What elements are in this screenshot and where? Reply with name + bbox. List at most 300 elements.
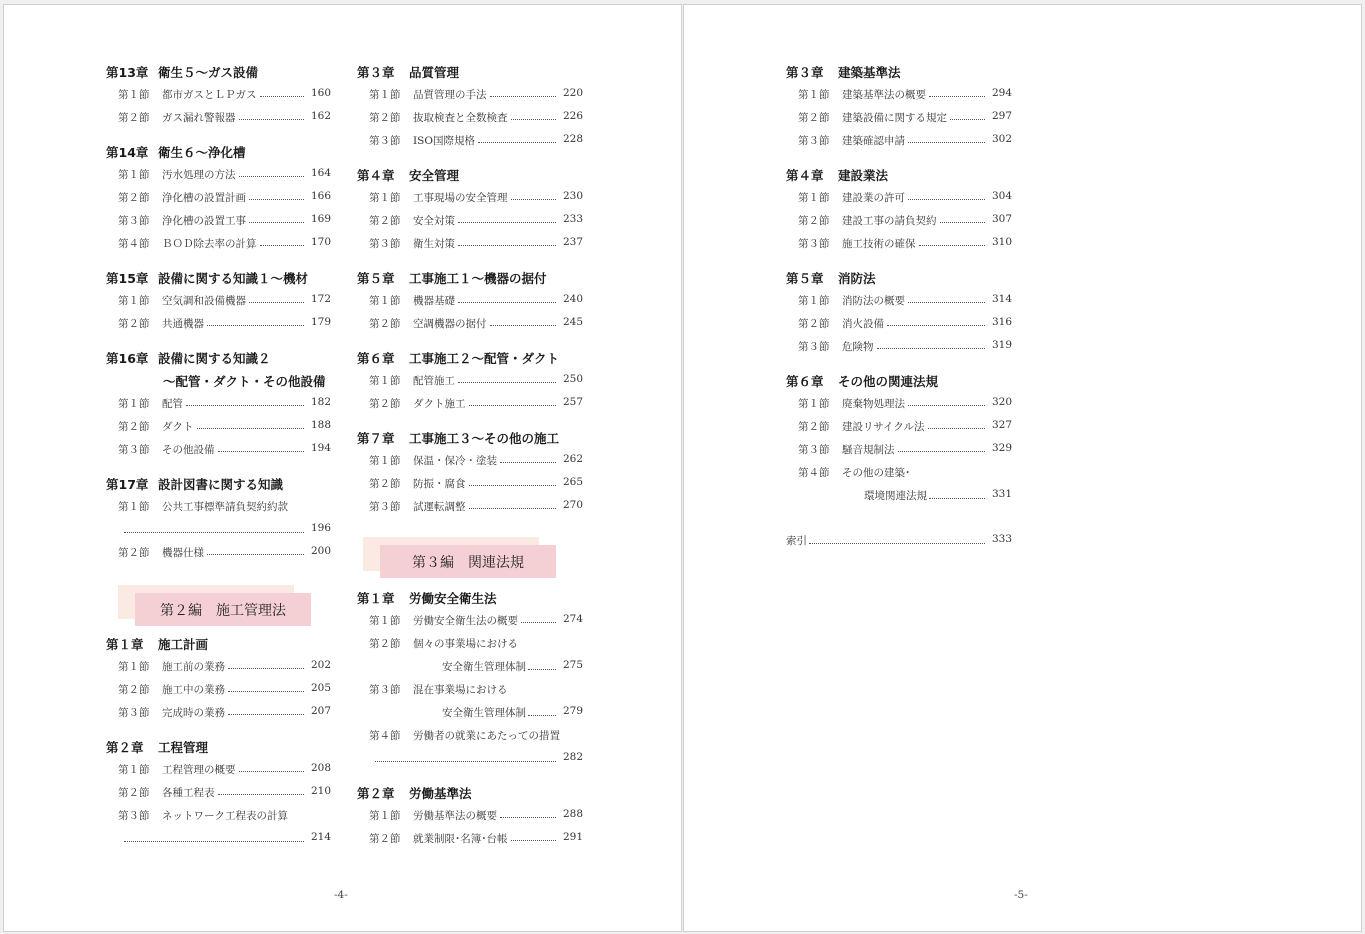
section-title: ガス漏れ警報器 (162, 112, 236, 124)
toc-entry-continued[interactable] (122, 831, 331, 847)
section-number: 第３節 (118, 810, 150, 822)
section-number: 第１節 (798, 89, 830, 101)
chapter-number: 第２章 (106, 740, 144, 755)
chapter-title: 設備に関する知識２ (158, 351, 271, 366)
toc-entry[interactable] (118, 213, 331, 229)
section-title: 汚水処理の方法 (162, 169, 236, 181)
section-title: ＢＯＤ除去率の計算 (162, 238, 257, 250)
page-ref: 331 (991, 488, 1012, 500)
page-ref: 169 (310, 213, 331, 225)
chapter-heading (786, 372, 938, 390)
leader-dots (929, 488, 985, 499)
page-ref: 237 (562, 236, 583, 248)
chapter-number: 第３章 (786, 65, 824, 80)
toc-entry[interactable] (798, 87, 1012, 103)
chapter-heading (106, 738, 208, 756)
page-ref: 319 (991, 339, 1012, 351)
page-ref: 245 (562, 316, 583, 328)
page-ref: 320 (991, 396, 1012, 408)
toc-entry[interactable] (798, 396, 1012, 412)
toc-entry[interactable] (369, 613, 583, 629)
leader-dots (950, 110, 985, 120)
page-ref: 329 (991, 442, 1012, 454)
chapter-heading (106, 63, 258, 81)
section-number: 第１節 (118, 501, 150, 513)
leader-dots (469, 396, 557, 406)
toc-entry[interactable] (798, 190, 1012, 206)
section-title: 労働安全衛生法の概要 (413, 615, 518, 627)
section-number: 第１節 (118, 764, 150, 776)
section-number: 第４節 (118, 238, 150, 250)
leader-dots (228, 659, 304, 669)
section-number: 第３節 (369, 501, 401, 513)
toc-entry[interactable] (118, 545, 331, 561)
chapter-heading (357, 166, 459, 184)
leader-dots (469, 476, 557, 486)
chapter-title: 建築基準法 (838, 65, 901, 80)
chapter-title: 建設業法 (838, 168, 889, 183)
chapter-title: 衛生５～ガス設備 (158, 65, 259, 80)
toc-entry[interactable] (798, 316, 1012, 332)
page-ref: 288 (562, 808, 583, 820)
left-page (3, 4, 682, 932)
section-title: 空気調和設備機器 (162, 295, 246, 307)
leader-dots (887, 316, 985, 326)
toc-entry[interactable] (369, 499, 583, 515)
page-ref: 166 (310, 190, 331, 202)
leader-dots (124, 831, 304, 842)
leader-dots (469, 499, 557, 509)
section-title: 機器仕様 (162, 547, 204, 559)
toc-entry[interactable] (369, 190, 583, 206)
section-number: 第２節 (118, 684, 150, 696)
section-title: 試運転調整 (413, 501, 466, 513)
leader-dots (928, 419, 985, 429)
toc-entry[interactable] (369, 682, 583, 698)
leader-dots (218, 785, 305, 795)
page-ref: 233 (562, 213, 583, 225)
page-ref: 202 (310, 659, 331, 671)
toc-entry[interactable] (118, 499, 331, 515)
section-number: 第２節 (369, 638, 401, 650)
toc-entry[interactable] (118, 316, 331, 332)
section-number: 第２節 (369, 833, 401, 845)
toc-entry[interactable] (798, 339, 1012, 355)
toc-entry[interactable] (798, 442, 1012, 458)
toc-entry[interactable] (118, 236, 331, 252)
page-ref: 160 (310, 87, 331, 99)
section-title: 防振・腐食 (413, 478, 466, 490)
page-ref: 226 (562, 110, 583, 122)
chapter-title: 設備に関する知識１～機材 (158, 271, 309, 286)
leader-dots (511, 831, 557, 841)
toc-entry[interactable] (118, 190, 331, 206)
section-title: 各種工程表 (162, 787, 215, 799)
toc-entry-continued[interactable] (373, 751, 583, 767)
section-title: 浄化槽の設置計画 (162, 192, 246, 204)
toc-entry[interactable] (798, 110, 1012, 126)
section-title: 危険物 (842, 341, 874, 353)
section-title: 配管 (162, 398, 183, 410)
leader-dots (490, 316, 557, 326)
section-title: 建築基準法の概要 (842, 89, 926, 101)
section-number: 第１節 (798, 398, 830, 410)
chapter-heading (106, 143, 246, 161)
section-title-continued: 環境関連法規 (864, 490, 927, 502)
toc-entry[interactable] (369, 636, 583, 652)
toc-entry-continued[interactable] (864, 488, 1012, 504)
section-title: 共通機器 (162, 318, 204, 330)
section-number: 第１節 (369, 375, 401, 387)
section-number: 第３節 (369, 238, 401, 250)
toc-entry[interactable] (369, 133, 583, 149)
section-title: 安全対策 (413, 215, 455, 227)
toc-entry[interactable] (369, 396, 583, 412)
section-title: ISO国際規格 (413, 135, 475, 147)
leader-dots (124, 522, 304, 533)
leader-dots (528, 705, 556, 716)
chapter-heading (357, 784, 472, 802)
page-ref: 200 (310, 545, 331, 557)
toc-entry[interactable] (798, 465, 1012, 481)
chapter-title: 衛生６～浄化槽 (158, 145, 246, 160)
page-ref: 188 (310, 419, 331, 431)
chapter-number: 第２章 (357, 786, 395, 801)
section-number: 第２節 (118, 192, 150, 204)
leader-dots (458, 373, 556, 383)
page-ref: 220 (562, 87, 583, 99)
page-ref: 307 (991, 213, 1012, 225)
toc-entry[interactable] (369, 110, 583, 126)
section-number: 第２節 (798, 112, 830, 124)
page-ref: 214 (310, 831, 331, 843)
leader-dots (239, 167, 305, 177)
index-entry[interactable] (786, 533, 1012, 549)
section-title: 施工技術の確保 (842, 238, 916, 250)
toc-entry[interactable] (118, 110, 331, 126)
toc-entry[interactable] (369, 808, 583, 824)
toc-entry[interactable] (118, 808, 331, 824)
toc-entry[interactable] (118, 396, 331, 412)
leader-dots (207, 316, 304, 326)
section-title: 浄化槽の設置工事 (162, 215, 246, 227)
page-ref: 179 (310, 316, 331, 328)
leader-dots (908, 293, 985, 303)
leader-dots (249, 293, 304, 303)
section-number: 第１節 (798, 295, 830, 307)
page-ref: 240 (562, 293, 583, 305)
section-number: 第２節 (118, 421, 150, 433)
chapter-title: 労働基準法 (409, 786, 472, 801)
section-title: 衛生対策 (413, 238, 455, 250)
chapter-title: その他の関連法規 (838, 374, 939, 389)
toc-entry[interactable] (118, 659, 331, 675)
section-title: その他の建築･ (842, 467, 911, 479)
section-number: 第１節 (798, 192, 830, 204)
toc-entry[interactable] (118, 167, 331, 183)
section-title: 建設業の許可 (842, 192, 905, 204)
section-number: 第３節 (369, 684, 401, 696)
section-number: 第１節 (118, 295, 150, 307)
page-ref: 314 (991, 293, 1012, 305)
chapter-title: 労働安全衛生法 (409, 591, 497, 606)
section-title: 空調機器の据付 (413, 318, 487, 330)
leader-dots (908, 396, 985, 406)
toc-entry[interactable] (369, 453, 583, 469)
toc-entry[interactable] (118, 87, 331, 103)
section-title: 建築確認申請 (842, 135, 905, 147)
leader-dots (458, 213, 556, 223)
section-number: 第３節 (369, 135, 401, 147)
section-title: 建設工事の請負契約 (842, 215, 937, 227)
chapter-heading (357, 429, 559, 447)
section-number: 第１節 (118, 89, 150, 101)
chapter-title: 施工計画 (158, 637, 209, 652)
section-number: 第２節 (798, 421, 830, 433)
section-title: 工事現場の安全管理 (413, 192, 508, 204)
leader-dots (521, 613, 556, 623)
leader-dots (458, 236, 556, 246)
page-ref: 257 (562, 396, 583, 408)
chapter-title: 消防法 (838, 271, 876, 286)
chapter-heading (786, 166, 888, 184)
leader-dots (375, 751, 556, 762)
section-title: 建築設備に関する規定 (842, 112, 947, 124)
chapter-title: 工程管理 (158, 740, 209, 755)
page-ref: 170 (310, 236, 331, 248)
leader-dots (228, 682, 304, 692)
leader-dots (908, 133, 985, 143)
toc-entry[interactable] (798, 133, 1012, 149)
page-ref: 279 (562, 705, 583, 717)
page-ref: 194 (310, 442, 331, 454)
chapter-title: 工事施工２～配管・ダクト (409, 351, 560, 366)
chapter-heading (106, 269, 308, 287)
leader-dots (249, 213, 304, 223)
page-ref: 304 (991, 190, 1012, 202)
leader-dots (249, 190, 304, 200)
page-ref: 302 (991, 133, 1012, 145)
chapter-number: 第１章 (357, 591, 395, 606)
section-title: 消防法の概要 (842, 295, 905, 307)
toc-entry[interactable] (369, 236, 583, 252)
section-number: 第２節 (369, 318, 401, 330)
toc-entry[interactable] (118, 419, 331, 435)
toc-entry[interactable] (369, 728, 583, 744)
page-ref: 265 (562, 476, 583, 488)
chapter-number: 第４章 (786, 168, 824, 183)
part-title: 第２編 施工管理法 (135, 593, 311, 626)
toc-entry[interactable] (798, 236, 1012, 252)
page-ref: 275 (562, 659, 583, 671)
chapter-heading (357, 63, 459, 81)
section-title: 労働者の就業にあたっての措置 (413, 730, 560, 742)
chapter-number: 第７章 (357, 431, 395, 446)
section-number: 第３節 (118, 215, 150, 227)
page-ref: 291 (562, 831, 583, 843)
section-title: 就業制限･名簿･台帳 (413, 833, 508, 845)
page-ref: 196 (310, 522, 331, 534)
section-number: 第２節 (798, 318, 830, 330)
page-ref: 230 (562, 190, 583, 202)
section-number: 第１節 (369, 810, 401, 822)
leader-dots (528, 659, 556, 670)
toc-entry[interactable] (798, 419, 1012, 435)
toc-entry-continued[interactable] (442, 705, 583, 721)
section-number: 第２節 (369, 112, 401, 124)
leader-dots (478, 133, 556, 143)
section-title: 騒音規制法 (842, 444, 895, 456)
toc-entry[interactable] (798, 213, 1012, 229)
leader-dots (898, 442, 986, 452)
section-title: ダクト (162, 421, 194, 433)
section-number: 第１節 (369, 615, 401, 627)
chapter-title: 工事施工１～機器の据付 (409, 271, 547, 286)
page-ref: 250 (562, 373, 583, 385)
chapter-number: 第１章 (106, 637, 144, 652)
leader-dots (239, 762, 305, 772)
leader-dots (877, 339, 986, 349)
leader-dots (809, 533, 985, 544)
toc-entry[interactable] (369, 316, 583, 332)
chapter-title: 工事施工３～その他の施工 (409, 431, 560, 446)
section-title: 完成時の業務 (162, 707, 225, 719)
leader-dots (207, 545, 304, 555)
chapter-number: 第５章 (357, 271, 395, 286)
section-number: 第１節 (118, 169, 150, 181)
chapter-title: 安全管理 (409, 168, 460, 183)
index-title: 索引 (786, 535, 807, 547)
section-number: 第２節 (369, 478, 401, 490)
section-number: 第２節 (118, 787, 150, 799)
leader-dots (260, 87, 305, 97)
page-ref: 316 (991, 316, 1012, 328)
section-number: 第２節 (369, 215, 401, 227)
section-number: 第２節 (118, 318, 150, 330)
chapter-heading (106, 349, 271, 367)
section-title: 抜取検査と全数検査 (413, 112, 508, 124)
section-title: 機器基礎 (413, 295, 455, 307)
leader-dots (500, 453, 556, 463)
section-title-continued: 安全衛生管理体制 (442, 707, 526, 719)
chapter-heading (106, 635, 208, 653)
part-title: 第３編 関連法規 (380, 545, 556, 578)
page-ref: 327 (991, 419, 1012, 431)
section-number: 第１節 (369, 89, 401, 101)
leader-dots (490, 87, 557, 97)
section-title: 都市ガスとＬＰガス (162, 89, 257, 101)
chapter-number: 第14章 (106, 145, 149, 160)
page-ref: 172 (310, 293, 331, 305)
chapter-number: 第13章 (106, 65, 149, 80)
page-ref: 207 (310, 705, 331, 717)
section-number: 第１節 (369, 455, 401, 467)
chapter-number: 第４章 (357, 168, 395, 183)
page-ref: 274 (562, 613, 583, 625)
section-title: その他設備 (162, 444, 215, 456)
page-ref: 282 (562, 751, 583, 763)
toc-entry[interactable] (369, 373, 583, 389)
chapter-title-continued: ～配管・ダクト・その他設備 (163, 374, 326, 389)
leader-dots (511, 190, 557, 200)
chapter-heading (357, 269, 547, 287)
toc-entry[interactable] (118, 762, 331, 778)
page-ref: 228 (562, 133, 583, 145)
toc-entry-continued[interactable] (122, 522, 331, 538)
chapter-number: 第６章 (786, 374, 824, 389)
toc-entry[interactable] (369, 87, 583, 103)
toc-entry[interactable] (369, 293, 583, 309)
page-ref: 164 (310, 167, 331, 179)
section-number: 第１節 (369, 192, 401, 204)
toc-entry[interactable] (798, 293, 1012, 309)
chapter-heading (786, 63, 901, 81)
leader-dots (908, 190, 985, 200)
leader-dots (197, 419, 305, 429)
leader-dots (218, 442, 305, 452)
chapter-heading (106, 475, 283, 493)
section-title: 施工前の業務 (162, 661, 225, 673)
chapter-number: 第３章 (357, 65, 395, 80)
section-number: 第２節 (118, 547, 150, 559)
section-number: 第２節 (798, 215, 830, 227)
section-number: 第３節 (798, 444, 830, 456)
toc-entry-continued[interactable] (442, 659, 583, 675)
page-ref: 162 (310, 110, 331, 122)
page-ref: 262 (562, 453, 583, 465)
chapter-heading (357, 589, 497, 607)
section-number: 第１節 (118, 661, 150, 673)
section-title: 建設リサイクル法 (842, 421, 925, 433)
section-title: 保温・保冷・塗装 (413, 455, 497, 467)
section-title: 配管施工 (413, 375, 455, 387)
toc-entry[interactable] (118, 705, 331, 721)
section-number: 第２節 (369, 398, 401, 410)
section-title: 工程管理の概要 (162, 764, 236, 776)
page-ref: 310 (991, 236, 1012, 248)
toc-entry[interactable] (369, 476, 583, 492)
chapter-heading (357, 349, 559, 367)
page-ref: 333 (991, 533, 1012, 545)
section-number: 第３節 (798, 238, 830, 250)
leader-dots (940, 213, 986, 223)
toc-entry[interactable] (118, 682, 331, 698)
section-title: 施工中の業務 (162, 684, 225, 696)
chapter-heading (786, 269, 876, 287)
toc-entry[interactable] (118, 293, 331, 309)
page-ref: 205 (310, 682, 331, 694)
page-ref: 270 (562, 499, 583, 511)
leader-dots (239, 110, 305, 120)
toc-entry[interactable] (369, 213, 583, 229)
section-number: 第３節 (798, 341, 830, 353)
right-page (683, 4, 1362, 932)
leader-dots (500, 808, 556, 818)
toc-entry[interactable] (118, 785, 331, 801)
section-title: 品質管理の手法 (413, 89, 487, 101)
page-ref: 210 (310, 785, 331, 797)
page-ref: 182 (310, 396, 331, 408)
leader-dots (919, 236, 986, 246)
leader-dots (458, 293, 556, 303)
chapter-number: 第５章 (786, 271, 824, 286)
section-title: ネットワーク工程表の計算 (162, 810, 288, 822)
chapter-number: 第６章 (357, 351, 395, 366)
section-title: 個々の事業場における (413, 638, 518, 650)
page-ref: 208 (310, 762, 331, 774)
toc-entry[interactable] (118, 442, 331, 458)
toc-entry[interactable] (369, 831, 583, 847)
